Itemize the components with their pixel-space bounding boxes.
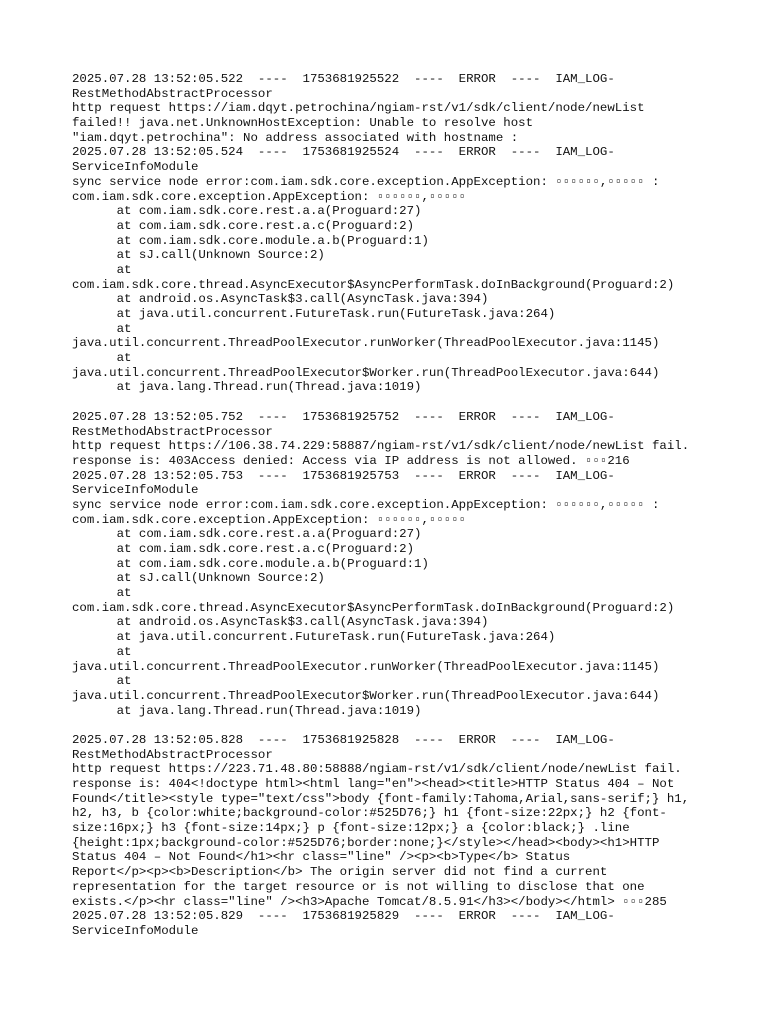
log-line: h2, h3, b {color:white;background-color:#525D76;} h1 {font-size:22px;} h2 {font- [72,806,667,821]
log-line: at java.lang.Thread.run(Thread.java:1019) [72,380,422,395]
log-line: java.util.concurrent.ThreadPoolExecutor$Worker.run(ThreadPoolExecutor.java:644) [72,688,660,703]
log-line: java.util.concurrent.ThreadPoolExecutor$Worker.run(ThreadPoolExecutor.java:644) [72,365,660,380]
log-line: RestMethodAbstractProcessor [72,86,273,101]
log-line: {height:1px;background-color:#525D76;border:none;}</style></head><body><h1>HTTP [72,835,660,850]
log-line: com.iam.sdk.core.exception.AppException: ▫▫▫▫▫▫,▫▫▫▫▫ [72,512,467,527]
log-line: Report</p><p><b>Description</b> The origin server did not find a current [72,865,608,880]
blank-line [72,395,712,410]
log-line: at java.util.concurrent.FutureTask.run(FutureTask.java:264) [72,307,556,321]
log-line: at sJ.call(Unknown Source:2) [72,248,325,263]
log-line: 2025.07.28 13:52:05.524 ---- 1753681925524 ---- ERROR ---- IAM_LOG- [72,145,615,160]
log-line: ServiceInfoModule [72,160,199,175]
log-line: at java.lang.Thread.run(Thread.java:1019) [72,703,422,718]
log-line: at android.os.AsyncTask$3.call(AsyncTask.java:394) [72,292,489,307]
log-line: at com.iam.sdk.core.rest.a.c(Proguard:2) [72,218,415,233]
log-line: at com.iam.sdk.core.rest.a.a(Proguard:27) [72,527,422,542]
log-line: at java.util.concurrent.FutureTask.run(FutureTask.java:264) [72,630,556,645]
log-line: ServiceInfoModule [72,923,199,938]
log-line: at com.iam.sdk.core.module.a.b(Proguard:1) [72,233,429,248]
log-line: com.iam.sdk.core.thread.AsyncExecutor$AsyncPerformTask.doInBackground(Proguard:2) [72,600,675,615]
log-line: at com.iam.sdk.core.rest.a.c(Proguard:2) [72,542,415,556]
log-line: response is: 404<!doctype html><html lang="en"><head><title>HTTP Status 404 – Not [72,777,675,791]
log-document [72,72,712,939]
blank-line [72,718,712,733]
log-line: Found</title><style type="text/css">body {font-family:Tahoma,Arial,sans-serif;} h1, [72,791,690,806]
log-line: exists.</p><hr class="line" /><h3>Apache Tomcat/8.5.91</h3></body></html> ▫▫▫285 [72,894,667,909]
log-line: at android.os.AsyncTask$3.call(AsyncTask.java:394) [72,615,489,630]
log-line: 2025.07.28 13:52:05.522 ---- 1753681925522 ---- ERROR ---- IAM_LOG- [72,72,615,86]
log-line: sync service node error:com.iam.sdk.core.exception.AppException: ▫▫▫▫▫▫,▫▫▫▫▫ : [72,497,660,512]
log-line: 2025.07.28 13:52:05.829 ---- 1753681925829 ---- ERROR ---- IAM_LOG- [72,909,615,924]
log-line: http request https://106.38.74.229:58887/ngiam-rst/v1/sdk/client/node/newList fail. [72,439,690,454]
log-line: 2025.07.28 13:52:05.752 ---- 1753681925752 ---- ERROR ---- IAM_LOG- [72,409,615,424]
log-line: 2025.07.28 13:52:05.828 ---- 1753681925828 ---- ERROR ---- IAM_LOG- [72,732,615,747]
log-line: at [72,644,132,659]
log-line: java.util.concurrent.ThreadPoolExecutor.runWorker(ThreadPoolExecutor.java:1145) [72,659,660,674]
log-line: http request https://iam.dqyt.petrochina/ngiam-rst/v1/sdk/client/node/newList [72,101,645,116]
log-line: ServiceInfoModule [72,483,199,498]
log-line: com.iam.sdk.core.exception.AppException: ▫▫▫▫▫▫,▫▫▫▫▫ [72,189,467,204]
log-line: at com.iam.sdk.core.module.a.b(Proguard:1) [72,556,429,571]
log-line: "iam.dqyt.petrochina": No address associated with hostname : [72,130,519,145]
log-line: com.iam.sdk.core.thread.AsyncExecutor$AsyncPerformTask.doInBackground(Proguard:2) [72,277,675,292]
log-line: java.util.concurrent.ThreadPoolExecutor.runWorker(ThreadPoolExecutor.java:1145) [72,336,660,351]
log-line: sync service node error:com.iam.sdk.core.exception.AppException: ▫▫▫▫▫▫,▫▫▫▫▫ : [72,174,660,189]
log-line: http request https://223.71.48.80:58888/ngiam-rst/v1/sdk/client/node/newList fail. [72,762,682,777]
log-line: at com.iam.sdk.core.rest.a.a(Proguard:27) [72,204,422,219]
log-line: Status 404 – Not Found</h1><hr class="line" /><p><b>Type</b> Status [72,850,571,865]
log-line: at [72,674,132,689]
log-line: at [72,351,132,366]
log-line: at [72,586,132,601]
log-line: RestMethodAbstractProcessor [72,747,273,762]
log-line: failed!! java.net.UnknownHostException: Unable to resolve host [72,116,534,131]
log-line: at sJ.call(Unknown Source:2) [72,571,325,586]
log-line: representation for the target resource or is not willing to disclose that one [72,879,645,894]
log-line: at [72,262,132,277]
log-line: at [72,321,132,336]
log-line: response is: 403Access denied: Access via IP address is not allowed. ▫▫▫216 [72,453,630,468]
log-line: 2025.07.28 13:52:05.753 ---- 1753681925753 ---- ERROR ---- IAM_LOG- [72,468,615,483]
log-line: size:16px;} h3 {font-size:14px;} p {font-size:12px;} a {color:black;} .line [72,821,630,836]
log-line: RestMethodAbstractProcessor [72,424,273,439]
